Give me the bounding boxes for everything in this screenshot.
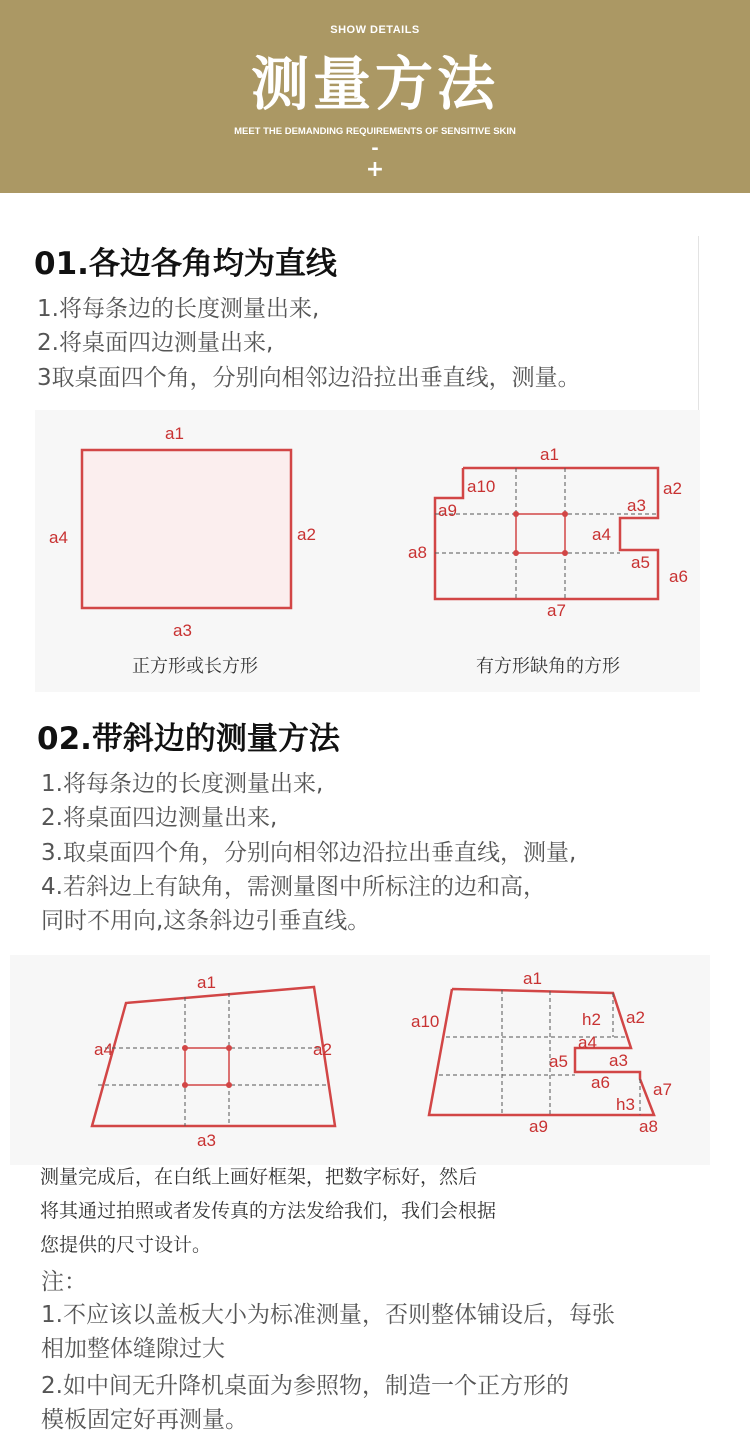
label-a1: a1 [165, 424, 184, 443]
corner-dot [513, 511, 519, 517]
diagram-panel-1 [35, 410, 700, 692]
diagram-panel-2 [10, 955, 710, 1165]
corner-dot [562, 511, 568, 517]
banner-subtitle: MEET THE DEMANDING REQUIREMENTS OF SENSITIVE SKIN [234, 126, 516, 137]
section1-line-2: 2.将桌面四边测量出来, [37, 330, 274, 356]
label-a10: a10 [411, 1012, 440, 1031]
note-line-4: 模板固定好再测量。 [41, 1407, 248, 1433]
diagram-slanted-svg [10, 955, 710, 1165]
label-a2: a2 [663, 479, 682, 498]
divider [698, 236, 699, 432]
section1-line-3: 3取桌面四个角，分别向相邻边沿拉出垂直线，测量。 [37, 365, 581, 391]
section2-line-4: 4.若斜边上有缺角，需测量图中所标注的边和高， [41, 874, 546, 900]
corner-dot [562, 550, 568, 556]
label-a4: a4 [94, 1040, 113, 1059]
trapezoid-shape [92, 987, 335, 1126]
footer-line-3: 您提供的尺寸设计。 [40, 1234, 212, 1256]
section1-heading: 01.各边各角均为直线 [34, 246, 337, 282]
label-a1: a1 [197, 973, 216, 992]
label-a6: a6 [669, 567, 688, 586]
label-a1: a1 [523, 969, 542, 988]
label-a4: a4 [592, 525, 611, 544]
label-a2: a2 [297, 525, 316, 544]
label-a9: a9 [529, 1117, 548, 1136]
section2-heading: 02.带斜边的测量方法 [37, 721, 340, 757]
corner-dot [182, 1045, 188, 1051]
label-a8: a8 [639, 1117, 658, 1136]
label-a7: a7 [547, 601, 566, 620]
note-title: 注： [41, 1269, 87, 1295]
page-title: 测量方法 [250, 50, 499, 118]
corner-dot [513, 550, 519, 556]
label-a1: a1 [540, 445, 559, 464]
corner-dot [226, 1082, 232, 1088]
inner-square [516, 514, 565, 553]
section2-line-1: 1.将每条边的长度测量出来, [41, 771, 324, 797]
label-a4: a4 [578, 1033, 597, 1052]
label-h2: h2 [582, 1010, 601, 1029]
banner-plus-icon: + [365, 157, 385, 182]
label-a4: a4 [49, 528, 68, 547]
corner-dot [182, 1082, 188, 1088]
header-banner [0, 0, 750, 193]
caption-rectangle: 正方形或长方形 [132, 656, 258, 677]
label-a9: a9 [438, 501, 457, 520]
caption-notched: 有方形缺角的方形 [476, 656, 620, 677]
banner-top-text: SHOW DETAILS [330, 24, 420, 36]
label-a3: a3 [609, 1051, 628, 1070]
note-line-1: 1.不应该以盖板大小为标准测量，否则整体铺设后，每张 [41, 1302, 615, 1328]
label-a3: a3 [627, 496, 646, 515]
section2-line-5: 同时不用向,这条斜边引垂直线。 [41, 908, 371, 934]
rectangle-shape [82, 450, 291, 608]
note-line-2: 相加整体缝隙过大 [41, 1336, 225, 1362]
label-a3: a3 [173, 621, 192, 640]
label-a5: a5 [549, 1052, 568, 1071]
label-a3: a3 [197, 1131, 216, 1150]
section2-line-3: 3.取桌面四个角，分别向相邻边沿拉出垂直线，测量, [41, 840, 577, 866]
note-line-3: 2.如中间无升降机桌面为参照物，制造一个正方形的 [41, 1373, 569, 1399]
label-h3: h3 [616, 1095, 635, 1114]
banner-dash: - [371, 138, 379, 159]
footer-line-2: 将其通过拍照或者发传真的方法发给我们，我们会根据 [40, 1200, 497, 1222]
corner-dot [226, 1045, 232, 1051]
section2-line-2: 2.将桌面四边测量出来, [41, 805, 278, 831]
section1-line-1: 1.将每条边的长度测量出来, [37, 296, 320, 322]
label-a8: a8 [408, 543, 427, 562]
label-a5: a5 [631, 553, 650, 572]
diagram-rectangle-svg [35, 410, 700, 692]
label-a6: a6 [591, 1073, 610, 1092]
footer-line-1: 测量完成后，在白纸上画好框架，把数字标好，然后 [40, 1166, 478, 1188]
label-a7: a7 [653, 1080, 672, 1099]
label-a10: a10 [467, 477, 496, 496]
label-a2: a2 [313, 1040, 332, 1059]
inner-square [185, 1048, 229, 1085]
label-a2: a2 [626, 1008, 645, 1027]
